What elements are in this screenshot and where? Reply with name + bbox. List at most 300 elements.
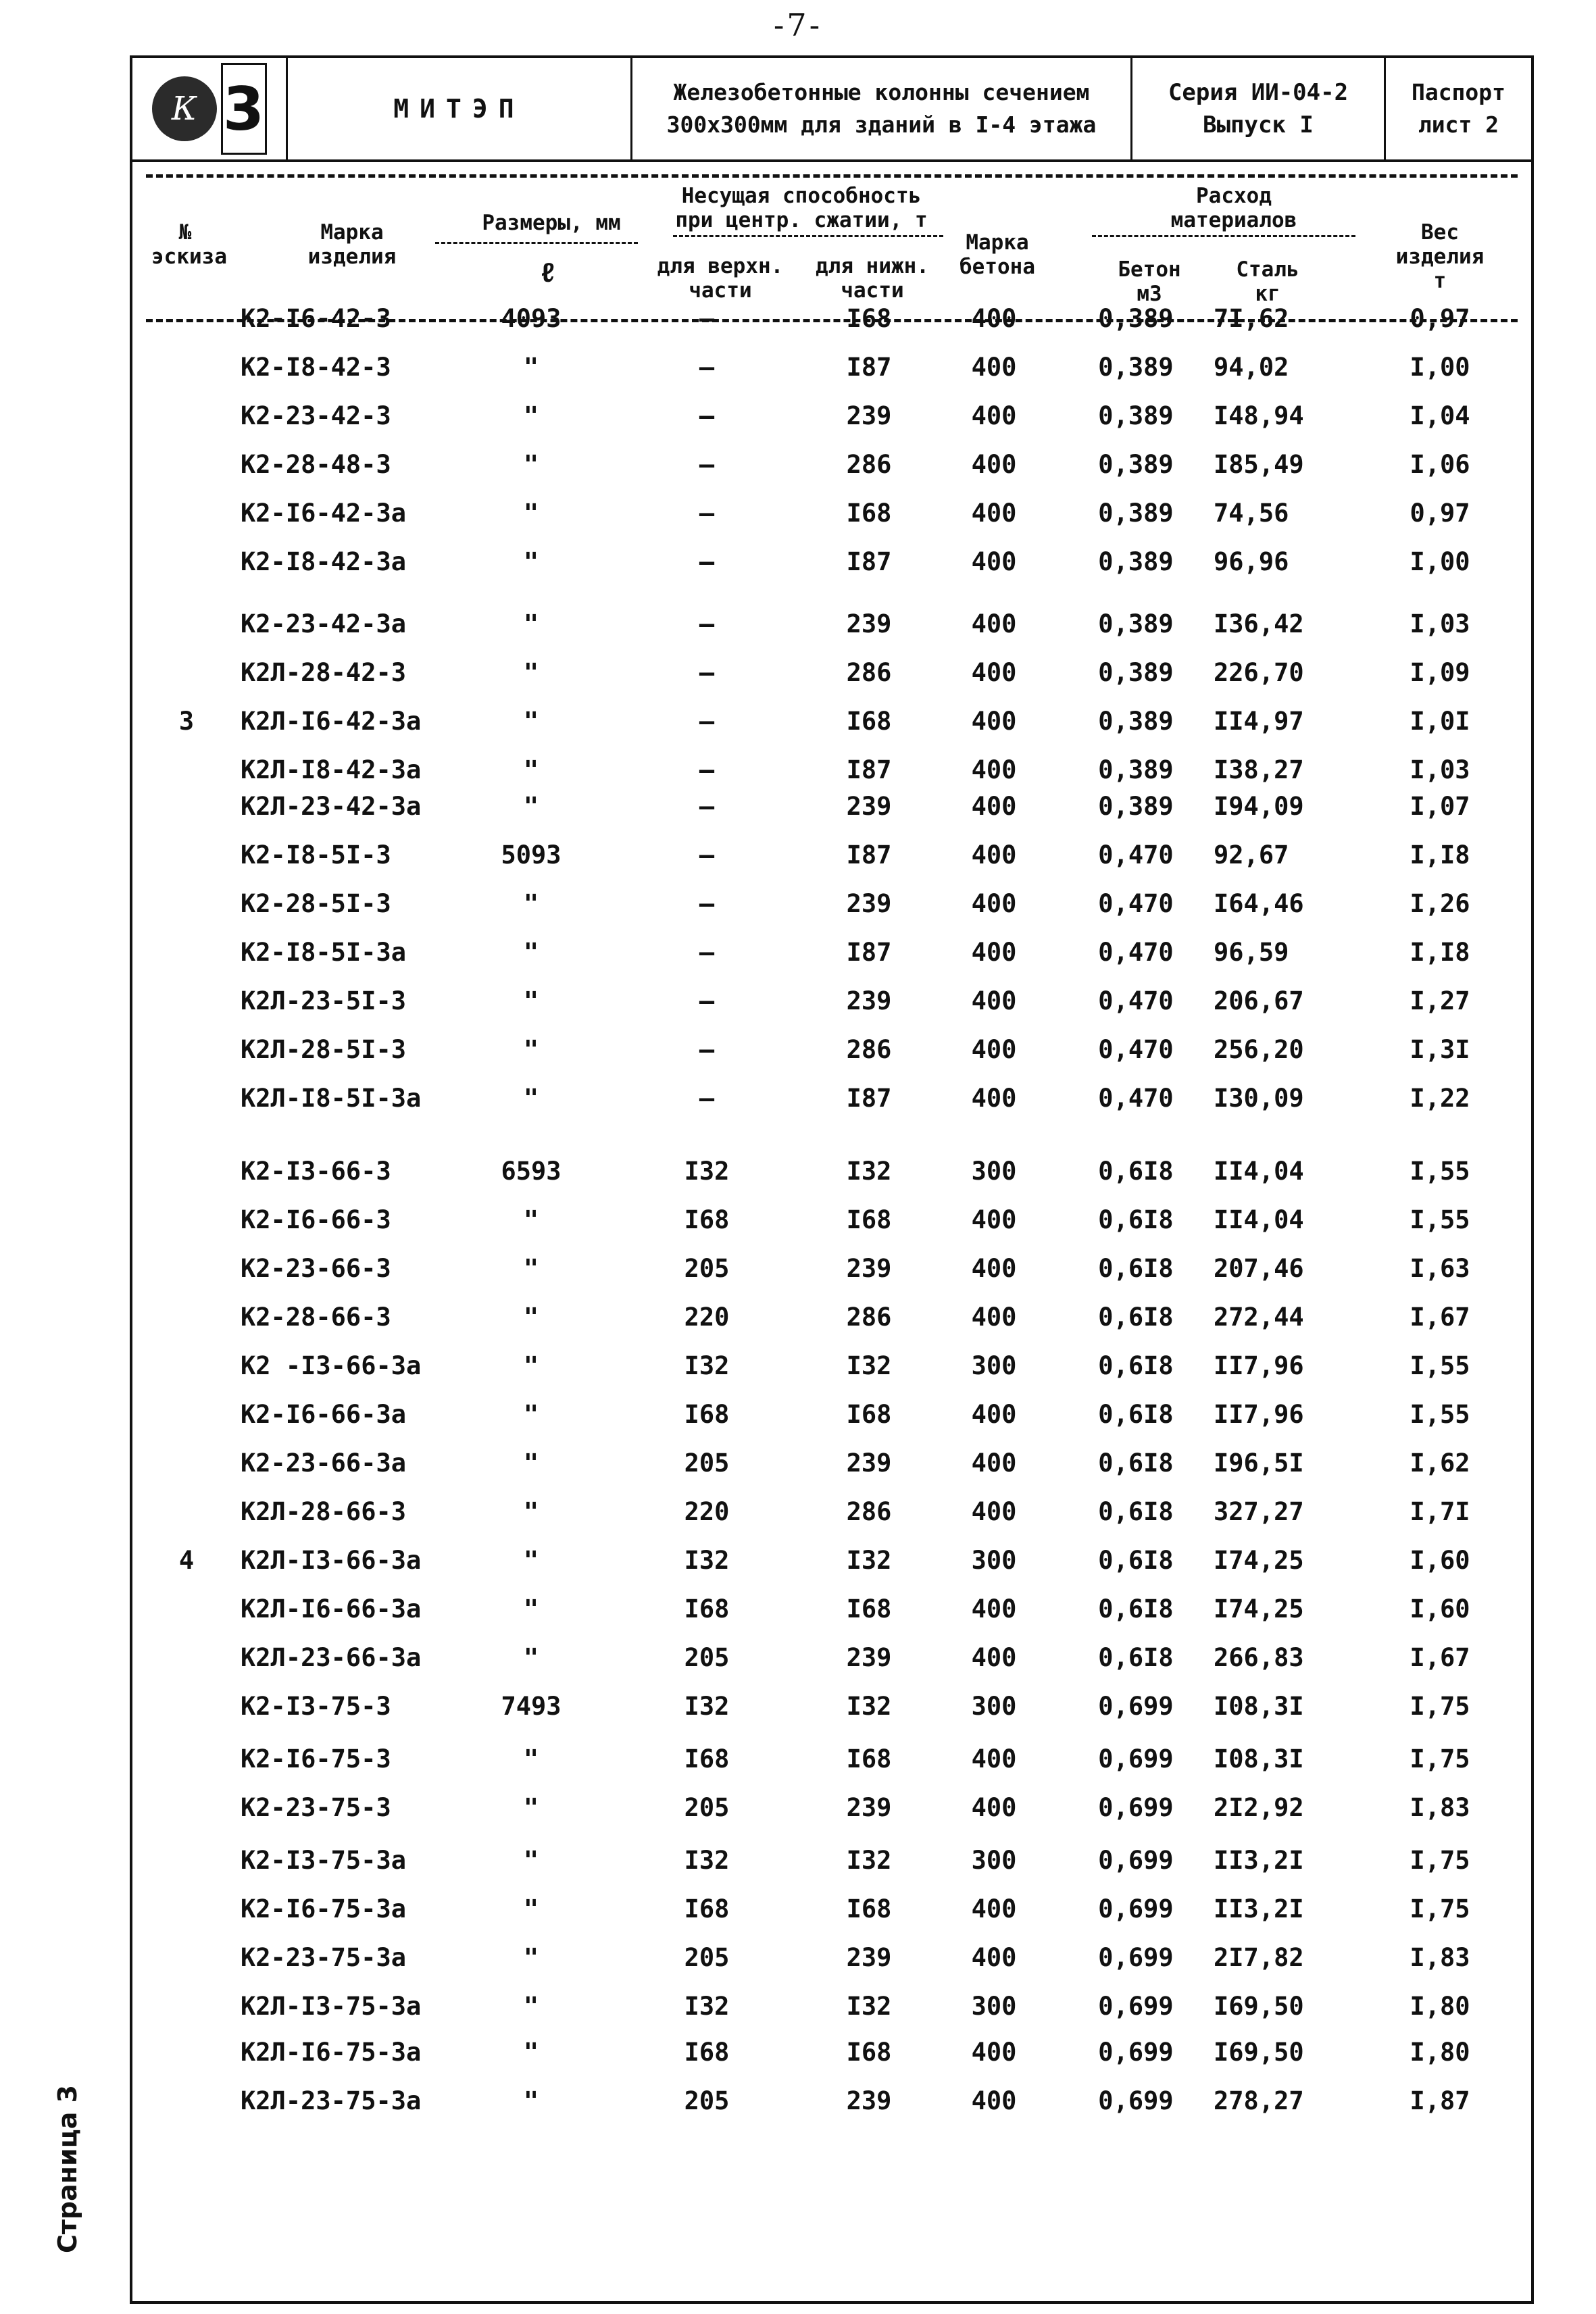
organization-name: МИТЭП: [288, 58, 632, 159]
upper-capacity-cell: I32: [684, 1846, 730, 1875]
upper-capacity-cell: –: [699, 353, 715, 382]
upper-capacity-cell: 220: [684, 1497, 730, 1526]
length-cell: ": [523, 938, 539, 967]
concrete-volume-cell: 0,6I8: [1098, 1497, 1174, 1526]
product-weight-cell: I,22: [1410, 1084, 1470, 1113]
concrete-volume-cell: 0,470: [1098, 938, 1174, 967]
upper-capacity-cell: –: [699, 1035, 715, 1064]
document-title-line-2: 300х300мм для зданий в I-4 этажа: [666, 111, 1097, 138]
length-cell: ": [523, 707, 539, 736]
product-weight-cell: I,09: [1410, 658, 1470, 687]
product-mark-cell: К2Л-I6-42-3а: [241, 707, 422, 736]
table-row: [132, 1254, 1531, 1294]
length-cell: ": [523, 1793, 539, 1822]
steel-weight-cell: II7,96: [1214, 1400, 1304, 1429]
upper-capacity-cell: –: [699, 304, 715, 333]
concrete-grade-cell: 400: [971, 986, 1017, 1015]
lower-capacity-cell: I68: [846, 304, 892, 333]
concrete-grade-cell: 300: [971, 1351, 1017, 1380]
product-weight-cell: I,83: [1410, 1943, 1470, 1972]
length-cell: ": [523, 609, 539, 638]
length-cell: ": [523, 1351, 539, 1380]
concrete-volume-cell: 0,6I8: [1098, 1400, 1174, 1429]
product-weight-cell: I,I8: [1410, 840, 1470, 870]
steel-weight-cell: I08,3I: [1214, 1692, 1304, 1721]
upper-capacity-cell: I32: [684, 1157, 730, 1186]
document-title-line-1: Железобетонные колонны сечением: [673, 79, 1090, 105]
header-size: Размеры, мм: [482, 211, 621, 235]
upper-capacity-cell: 205: [684, 1793, 730, 1822]
logo-cell: [132, 58, 288, 159]
concrete-grade-cell: 400: [971, 450, 1017, 479]
concrete-volume-cell: 0,389: [1098, 755, 1174, 784]
product-mark-cell: К2-I8-42-3а: [241, 547, 407, 576]
product-weight-cell: I,7I: [1410, 1497, 1470, 1526]
upper-capacity-cell: –: [699, 547, 715, 576]
table-row: [132, 1084, 1531, 1124]
concrete-volume-cell: 0,6I8: [1098, 1254, 1174, 1283]
length-cell: ": [523, 1943, 539, 1972]
length-cell: ": [523, 1594, 539, 1624]
lower-capacity-cell: I68: [846, 1744, 892, 1774]
table-row: [132, 1497, 1531, 1538]
product-weight-cell: I,06: [1410, 450, 1470, 479]
product-weight-cell: I,00: [1410, 547, 1470, 576]
steel-weight-cell: 96,59: [1214, 938, 1289, 967]
lower-capacity-cell: 286: [846, 450, 892, 479]
concrete-volume-cell: 0,470: [1098, 889, 1174, 918]
lower-capacity-cell: 239: [846, 609, 892, 638]
product-mark-cell: К2Л-I8-5I-3а: [241, 1084, 422, 1113]
product-mark-cell: К2-28-66-3: [241, 1303, 391, 1332]
lower-capacity-cell: I68: [846, 707, 892, 736]
product-mark-cell: К2Л-I3-66-3а: [241, 1546, 422, 1575]
concrete-volume-cell: 0,699: [1098, 2086, 1174, 2115]
steel-weight-cell: I08,3I: [1214, 1744, 1304, 1774]
product-mark-cell: К2-I8-5I-3а: [241, 938, 407, 967]
length-cell: ": [523, 658, 539, 687]
table-row: [132, 2038, 1531, 2078]
logo-digit: 3: [221, 63, 267, 155]
concrete-grade-cell: 400: [971, 658, 1017, 687]
steel-weight-cell: 206,67: [1214, 986, 1304, 1015]
upper-capacity-cell: I32: [684, 1992, 730, 2021]
concrete-grade-cell: 300: [971, 1992, 1017, 2021]
size-subheader-rule: [435, 242, 638, 244]
product-weight-cell: I,60: [1410, 1546, 1470, 1575]
concrete-volume-cell: 0,699: [1098, 1992, 1174, 2021]
table-row: [132, 840, 1531, 881]
length-cell: ": [523, 547, 539, 576]
header-capacity: Несущая способность при центр. сжатии, т: [675, 184, 928, 232]
upper-capacity-cell: –: [699, 609, 715, 638]
length-cell: ": [523, 1254, 539, 1283]
product-weight-cell: I,27: [1410, 986, 1470, 1015]
concrete-volume-cell: 0,6I8: [1098, 1643, 1174, 1672]
lower-capacity-cell: 239: [846, 1449, 892, 1478]
product-mark-cell: К2-23-42-3: [241, 401, 391, 430]
length-cell: ": [523, 1205, 539, 1234]
concrete-grade-cell: 400: [971, 1303, 1017, 1332]
table-row: [132, 1846, 1531, 1886]
concrete-volume-cell: 0,6I8: [1098, 1449, 1174, 1478]
capacity-subheader-rule: [673, 235, 943, 237]
lower-capacity-cell: I68: [846, 1205, 892, 1234]
length-cell: ": [523, 1546, 539, 1575]
upper-capacity-cell: I32: [684, 1351, 730, 1380]
steel-weight-cell: I30,09: [1214, 1084, 1304, 1113]
table-row: [132, 755, 1531, 796]
steel-weight-cell: 96,96: [1214, 547, 1289, 576]
title-block: [132, 58, 1531, 162]
product-weight-cell: 0,97: [1410, 304, 1470, 333]
concrete-grade-cell: 400: [971, 1400, 1017, 1429]
concrete-grade-cell: 400: [971, 353, 1017, 382]
header-length: ℓ: [539, 257, 556, 288]
passport-cell: [1386, 58, 1531, 159]
length-cell: 6593: [501, 1157, 562, 1186]
concrete-volume-cell: 0,699: [1098, 1846, 1174, 1875]
length-cell: ": [523, 1084, 539, 1113]
concrete-volume-cell: 0,699: [1098, 1744, 1174, 1774]
product-mark-cell: К2Л-23-42-3а: [241, 792, 422, 821]
header-steel: Сталь кг: [1236, 257, 1299, 306]
product-mark-cell: К2-23-42-3а: [241, 609, 407, 638]
header-upper-part: для верхн. части: [657, 254, 784, 303]
product-mark-cell: К2 -I3-66-3а: [241, 1351, 422, 1380]
upper-capacity-cell: I32: [684, 1546, 730, 1575]
upper-capacity-cell: I68: [684, 1400, 730, 1429]
table-row: [132, 1943, 1531, 1984]
length-cell: 5093: [501, 840, 562, 870]
lower-capacity-cell: I87: [846, 353, 892, 382]
header-lower-part: для нижн. части: [816, 254, 929, 303]
table-row: [132, 1449, 1531, 1489]
concrete-grade-cell: 400: [971, 1205, 1017, 1234]
upper-capacity-cell: –: [699, 658, 715, 687]
table-row: [132, 707, 1531, 747]
steel-weight-cell: I64,46: [1214, 889, 1304, 918]
product-weight-cell: I,55: [1410, 1157, 1470, 1186]
product-mark-cell: К2-I3-75-3а: [241, 1846, 407, 1875]
upper-capacity-cell: I68: [684, 1744, 730, 1774]
upper-capacity-cell: 205: [684, 1449, 730, 1478]
table-row: [132, 1400, 1531, 1440]
product-weight-cell: I,0I: [1410, 707, 1470, 736]
steel-weight-cell: 94,02: [1214, 353, 1289, 382]
product-mark-cell: К2Л-23-66-3а: [241, 1643, 422, 1672]
concrete-grade-cell: 400: [971, 1497, 1017, 1526]
concrete-grade-cell: 400: [971, 304, 1017, 333]
concrete-volume-cell: 0,470: [1098, 840, 1174, 870]
length-cell: ": [523, 401, 539, 430]
steel-weight-cell: 256,20: [1214, 1035, 1304, 1064]
lower-capacity-cell: I32: [846, 1846, 892, 1875]
sketch-number-cell: 4: [178, 1546, 195, 1575]
concrete-grade-cell: 400: [971, 401, 1017, 430]
product-weight-cell: I,62: [1410, 1449, 1470, 1478]
emblem-icon: К: [152, 76, 217, 141]
length-cell: ": [523, 755, 539, 784]
table-row: [132, 1035, 1531, 1076]
length-cell: 4093: [501, 304, 562, 333]
table-row: [132, 1744, 1531, 1785]
lower-capacity-cell: 239: [846, 1643, 892, 1672]
concrete-grade-cell: 400: [971, 1643, 1017, 1672]
steel-weight-cell: 2I7,82: [1214, 1943, 1304, 1972]
lower-capacity-cell: 239: [846, 986, 892, 1015]
product-mark-cell: К2-I6-42-3а: [241, 499, 407, 528]
table-row: [132, 986, 1531, 1027]
series-cell: [1132, 58, 1386, 159]
steel-weight-cell: 207,46: [1214, 1254, 1304, 1283]
concrete-grade-cell: 400: [971, 2038, 1017, 2067]
product-weight-cell: I,26: [1410, 889, 1470, 918]
length-cell: ": [523, 353, 539, 382]
table-row: [132, 792, 1531, 832]
lower-capacity-cell: I68: [846, 1594, 892, 1624]
header-mark: Марка изделия: [307, 220, 397, 269]
lower-capacity-cell: 239: [846, 1943, 892, 1972]
lower-capacity-cell: I68: [846, 1894, 892, 1923]
table-row: [132, 1992, 1531, 2032]
product-mark-cell: К2Л-28-5I-3: [241, 1035, 407, 1064]
product-weight-cell: I,75: [1410, 1846, 1470, 1875]
upper-capacity-cell: –: [699, 938, 715, 967]
length-cell: ": [523, 499, 539, 528]
length-cell: ": [523, 1643, 539, 1672]
product-mark-cell: К2Л-I8-42-3а: [241, 755, 422, 784]
product-weight-cell: I,03: [1410, 755, 1470, 784]
product-mark-cell: К2-I3-75-3: [241, 1692, 391, 1721]
page-number: -7-: [773, 7, 823, 43]
product-mark-cell: К2-28-48-3: [241, 450, 391, 479]
upper-capacity-cell: 205: [684, 2086, 730, 2115]
concrete-grade-cell: 400: [971, 707, 1017, 736]
passport-label: Паспорт: [1411, 79, 1506, 105]
concrete-volume-cell: 0,6I8: [1098, 1157, 1174, 1186]
product-mark-cell: К2-I6-66-3: [241, 1205, 391, 1234]
steel-weight-cell: 2I2,92: [1214, 1793, 1304, 1822]
upper-capacity-cell: –: [699, 707, 715, 736]
product-mark-cell: К2-23-66-3а: [241, 1449, 407, 1478]
steel-weight-cell: I48,94: [1214, 401, 1304, 430]
table-row: [132, 938, 1531, 978]
lower-capacity-cell: 239: [846, 1793, 892, 1822]
product-weight-cell: I,67: [1410, 1303, 1470, 1332]
upper-capacity-cell: –: [699, 986, 715, 1015]
product-mark-cell: К2-28-5I-3: [241, 889, 391, 918]
product-weight-cell: I,80: [1410, 2038, 1470, 2067]
length-cell: ": [523, 986, 539, 1015]
product-weight-cell: I,60: [1410, 1594, 1470, 1624]
steel-weight-cell: I69,50: [1214, 1992, 1304, 2021]
concrete-grade-cell: 400: [971, 1943, 1017, 1972]
length-cell: ": [523, 450, 539, 479]
lower-capacity-cell: I32: [846, 1351, 892, 1380]
table-row: [132, 1643, 1531, 1684]
concrete-volume-cell: 0,6I8: [1098, 1205, 1174, 1234]
product-mark-cell: К2Л-I6-75-3а: [241, 2038, 422, 2067]
concrete-volume-cell: 0,699: [1098, 2038, 1174, 2067]
sketch-number-cell: 3: [178, 707, 195, 736]
upper-capacity-cell: –: [699, 792, 715, 821]
product-weight-cell: I,3I: [1410, 1035, 1470, 1064]
upper-capacity-cell: –: [699, 499, 715, 528]
concrete-volume-cell: 0,470: [1098, 1035, 1174, 1064]
concrete-grade-cell: 400: [971, 1894, 1017, 1923]
upper-capacity-cell: 220: [684, 1303, 730, 1332]
header-concrete-volume: Бетон м3: [1118, 257, 1181, 306]
length-cell: 7493: [501, 1692, 562, 1721]
steel-weight-cell: II4,04: [1214, 1157, 1304, 1186]
lower-capacity-cell: 239: [846, 1254, 892, 1283]
steel-weight-cell: II4,97: [1214, 707, 1304, 736]
upper-capacity-cell: 205: [684, 1643, 730, 1672]
upper-capacity-cell: –: [699, 401, 715, 430]
upper-capacity-cell: I68: [684, 1594, 730, 1624]
table-row: [132, 1793, 1531, 1834]
table-row: [132, 1894, 1531, 1935]
concrete-grade-cell: 300: [971, 1157, 1017, 1186]
product-mark-cell: К2-I3-66-3: [241, 1157, 391, 1186]
product-weight-cell: I,80: [1410, 1992, 1470, 2021]
lower-capacity-cell: I32: [846, 1992, 892, 2021]
steel-weight-cell: 266,83: [1214, 1643, 1304, 1672]
steel-weight-cell: I69,50: [1214, 2038, 1304, 2067]
lower-capacity-cell: 286: [846, 1303, 892, 1332]
table-row: [132, 889, 1531, 930]
length-cell: ": [523, 1449, 539, 1478]
steel-weight-cell: 74,56: [1214, 499, 1289, 528]
length-cell: ": [523, 1894, 539, 1923]
length-cell: ": [523, 1992, 539, 2021]
lower-capacity-cell: I87: [846, 1084, 892, 1113]
product-mark-cell: К2Л-28-66-3: [241, 1497, 407, 1526]
product-mark-cell: К2-I6-75-3: [241, 1744, 391, 1774]
lower-capacity-cell: I32: [846, 1546, 892, 1575]
upper-capacity-cell: 205: [684, 1254, 730, 1283]
concrete-volume-cell: 0,699: [1098, 1894, 1174, 1923]
concrete-volume-cell: 0,389: [1098, 792, 1174, 821]
header-materials: Расход материалов: [1170, 184, 1297, 232]
product-mark-cell: К2Л-23-5I-3: [241, 986, 407, 1015]
concrete-volume-cell: 0,389: [1098, 450, 1174, 479]
concrete-grade-cell: 400: [971, 1254, 1017, 1283]
product-weight-cell: I,55: [1410, 1205, 1470, 1234]
table-row: [132, 1546, 1531, 1586]
steel-weight-cell: II3,2I: [1214, 1894, 1304, 1923]
product-weight-cell: I,04: [1410, 401, 1470, 430]
concrete-volume-cell: 0,389: [1098, 353, 1174, 382]
lower-capacity-cell: 286: [846, 1497, 892, 1526]
steel-weight-cell: II3,2I: [1214, 1846, 1304, 1875]
lower-capacity-cell: 239: [846, 889, 892, 918]
concrete-grade-cell: 400: [971, 1594, 1017, 1624]
length-cell: ": [523, 2038, 539, 2067]
length-cell: ": [523, 1497, 539, 1526]
concrete-volume-cell: 0,699: [1098, 1793, 1174, 1822]
header-top-rule: [146, 174, 1518, 178]
steel-weight-cell: II4,04: [1214, 1205, 1304, 1234]
steel-weight-cell: 327,27: [1214, 1497, 1304, 1526]
upper-capacity-cell: I32: [684, 1692, 730, 1721]
product-weight-cell: I,55: [1410, 1400, 1470, 1429]
steel-weight-cell: 226,70: [1214, 658, 1304, 687]
lower-capacity-cell: 239: [846, 792, 892, 821]
product-mark-cell: К2-I6-75-3а: [241, 1894, 407, 1923]
product-weight-cell: I,75: [1410, 1894, 1470, 1923]
steel-weight-cell: 272,44: [1214, 1303, 1304, 1332]
steel-weight-cell: I74,25: [1214, 1594, 1304, 1624]
upper-capacity-cell: –: [699, 450, 715, 479]
length-cell: ": [523, 1744, 539, 1774]
steel-weight-cell: I36,42: [1214, 609, 1304, 638]
table-row: [132, 353, 1531, 393]
length-cell: ": [523, 1400, 539, 1429]
product-mark-cell: К2Л-23-75-3а: [241, 2086, 422, 2115]
product-weight-cell: I,67: [1410, 1643, 1470, 1672]
header-concrete-grade: Марка бетона: [959, 230, 1035, 279]
concrete-grade-cell: 400: [971, 499, 1017, 528]
lower-capacity-cell: I87: [846, 938, 892, 967]
table-row: [132, 1157, 1531, 1197]
concrete-volume-cell: 0,389: [1098, 304, 1174, 333]
length-cell: ": [523, 889, 539, 918]
series-label: Серия ИИ-04-2: [1168, 79, 1349, 106]
product-weight-cell: I,03: [1410, 609, 1470, 638]
length-cell: ": [523, 2086, 539, 2115]
product-mark-cell: К2-I8-42-3: [241, 353, 391, 382]
upper-capacity-cell: –: [699, 755, 715, 784]
table-row: [132, 1205, 1531, 1246]
lower-capacity-cell: 239: [846, 2086, 892, 2115]
upper-capacity-cell: I68: [684, 1894, 730, 1923]
product-mark-cell: К2Л-28-42-3: [241, 658, 407, 687]
product-weight-cell: I,07: [1410, 792, 1470, 821]
steel-weight-cell: 7I,62: [1214, 304, 1289, 333]
organization-logo: [152, 63, 267, 155]
product-weight-cell: I,75: [1410, 1692, 1470, 1721]
product-weight-cell: I,00: [1410, 353, 1470, 382]
table-row: [132, 304, 1531, 345]
concrete-volume-cell: 0,389: [1098, 401, 1174, 430]
lower-capacity-cell: I32: [846, 1157, 892, 1186]
concrete-grade-cell: 400: [971, 1035, 1017, 1064]
lower-capacity-cell: 286: [846, 1035, 892, 1064]
concrete-grade-cell: 400: [971, 840, 1017, 870]
steel-weight-cell: I96,5I: [1214, 1449, 1304, 1478]
concrete-volume-cell: 0,6I8: [1098, 1351, 1174, 1380]
product-weight-cell: I,55: [1410, 1351, 1470, 1380]
lower-capacity-cell: 239: [846, 401, 892, 430]
header-weight: Вес изделия т: [1395, 220, 1485, 293]
lower-capacity-cell: I87: [846, 840, 892, 870]
concrete-volume-cell: 0,6I8: [1098, 1303, 1174, 1332]
page-side-caption: Страница 3: [53, 2084, 82, 2253]
concrete-grade-cell: 400: [971, 755, 1017, 784]
table-row: [132, 499, 1531, 539]
concrete-grade-cell: 400: [971, 1793, 1017, 1822]
concrete-volume-cell: 0,470: [1098, 986, 1174, 1015]
steel-weight-cell: I74,25: [1214, 1546, 1304, 1575]
product-weight-cell: 0,97: [1410, 499, 1470, 528]
steel-weight-cell: I38,27: [1214, 755, 1304, 784]
product-mark-cell: К2Л-I3-75-3а: [241, 1992, 422, 2021]
upper-capacity-cell: –: [699, 889, 715, 918]
sheet-frame: [130, 55, 1534, 2304]
length-cell: ": [523, 792, 539, 821]
